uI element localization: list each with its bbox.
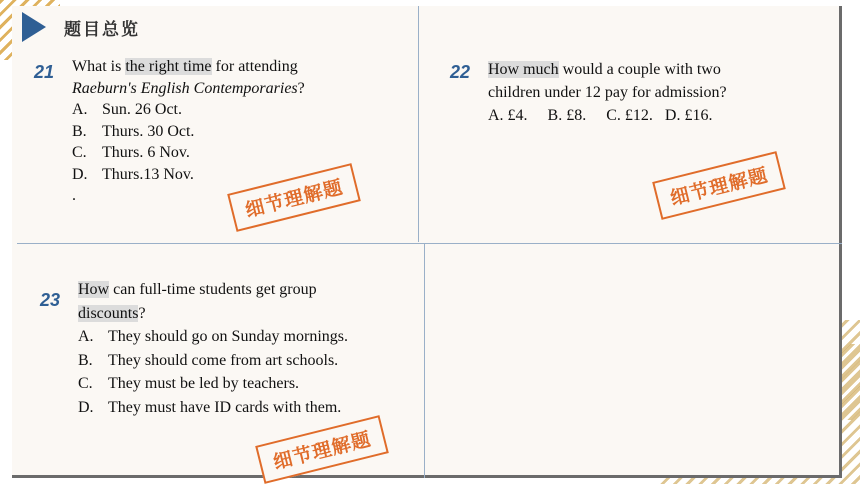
option-text: They must be led by teachers. — [108, 375, 300, 392]
option-letter: A. — [78, 328, 94, 345]
question-23 — [78, 278, 418, 419]
question-23-line2 — [78, 302, 418, 326]
detail-comprehension-stamp-21: 细节理解题 — [227, 163, 361, 232]
option-letter: D. — [78, 398, 94, 416]
option-text: They should go on Sunday mornings. — [108, 328, 348, 345]
option-letter: C. — [78, 375, 93, 392]
question-23-highlight-discounts: discounts — [78, 304, 139, 322]
question-number-22: 22 — [450, 62, 471, 82]
question-21-line2 — [72, 78, 412, 100]
question-22-line1 — [488, 58, 828, 81]
option-23-b — [78, 349, 418, 373]
option-letter: A. — [72, 101, 88, 118]
option-text: Thurs. 6 Nov. — [102, 144, 190, 161]
question-22-line2: children under 12 pay for admission? — [488, 84, 727, 101]
option-letter: C. — [72, 144, 87, 161]
question-number-23: 23 — [40, 290, 61, 310]
question-21-trailing: . — [72, 187, 76, 204]
option-21-a — [72, 99, 412, 121]
option-23-d — [78, 396, 418, 420]
question-22-highlight: How much — [488, 61, 559, 78]
question-22-options: A. £4. B. £8. C. £12. D. £16. — [488, 107, 713, 124]
option-text: Thurs. 30 Oct. — [102, 122, 195, 140]
question-number-21: 21 — [34, 62, 55, 82]
option-21-c — [72, 142, 412, 164]
divider-horizontal — [17, 243, 842, 244]
option-letter: D. — [72, 165, 88, 183]
question-23-line1 — [78, 278, 418, 302]
detail-comprehension-stamp-22: 细节理解题 — [652, 151, 786, 220]
header — [22, 12, 140, 42]
option-letter: B. — [72, 122, 87, 140]
option-23-a — [78, 325, 418, 349]
option-text: They must have ID cards with them. — [108, 398, 342, 416]
option-21-d — [72, 164, 412, 186]
question-23-question-mark: ? — [138, 304, 146, 322]
question-21 — [72, 56, 412, 207]
question-22 — [488, 58, 828, 127]
question-21-event-title: Raeburn's English Contemporaries — [72, 79, 298, 97]
option-23-c — [78, 372, 418, 396]
option-letter: B. — [78, 351, 93, 369]
page-title: 题目总览 — [64, 19, 140, 40]
detail-comprehension-stamp-23: 细节理解题 — [255, 415, 389, 484]
option-text: Sun. 26 Oct. — [102, 101, 182, 118]
play-triangle-icon — [22, 12, 46, 42]
question-21-line1 — [72, 56, 412, 78]
option-21-b — [72, 121, 412, 143]
option-text: Thurs.13 Nov. — [102, 165, 194, 183]
divider-vertical-bottom — [424, 244, 425, 478]
question-21-question-mark: ? — [297, 79, 305, 97]
question-21-highlight: the right time — [125, 58, 212, 75]
question-23-highlight-how: How — [78, 281, 110, 298]
question-22-text-post: would a couple with two — [558, 61, 721, 78]
question-21-text-pre: What is — [72, 58, 126, 75]
option-text: They should come from art schools. — [108, 351, 339, 369]
divider-vertical-top — [418, 6, 419, 242]
question-23-text-post1: can full-time students get group — [109, 281, 317, 298]
question-21-text-post: for attending — [211, 58, 298, 75]
